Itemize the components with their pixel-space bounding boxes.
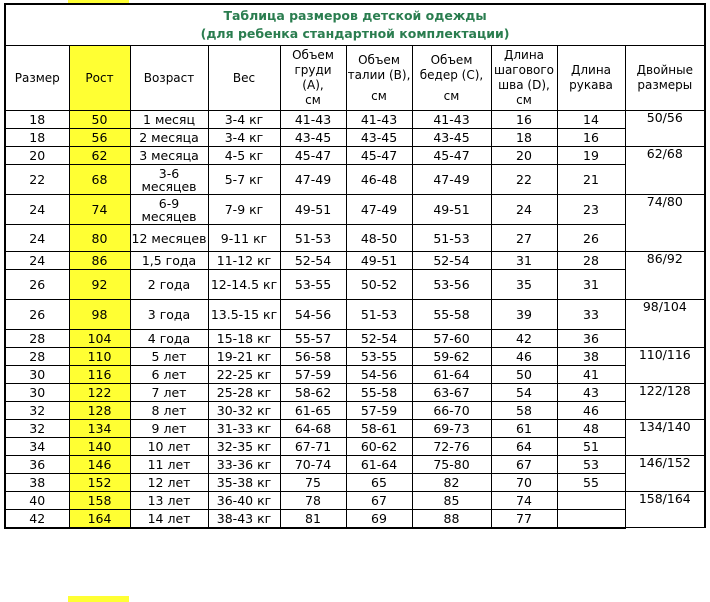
cell-chest: 49-51 <box>280 195 346 225</box>
cell-weight: 19-21 кг <box>208 348 280 366</box>
cell-waist: 54-56 <box>346 366 412 384</box>
cell-dual-size: 50/56 <box>625 111 705 147</box>
cell-inseam: 77 <box>491 510 557 528</box>
cell-height: 50 <box>69 111 130 129</box>
header-waist: Объем талии (В), см <box>346 46 412 111</box>
cell-dual-size: 98/104 <box>625 300 705 348</box>
table-row <box>5 510 705 528</box>
cell-hips: 57-60 <box>412 330 491 348</box>
cell-height: 116 <box>69 366 130 384</box>
cell-weight: 12-14.5 кг <box>208 270 280 300</box>
cell-chest: 52-54 <box>280 252 346 270</box>
cell-hips: 88 <box>412 510 491 528</box>
cell-age: 3 месяца <box>130 147 208 165</box>
table-row <box>5 384 705 402</box>
cell-weight: 11-12 кг <box>208 252 280 270</box>
cell-height: 104 <box>69 330 130 348</box>
cell-hips: 63-67 <box>412 384 491 402</box>
cell-size: 24 <box>5 252 69 270</box>
cell-waist: 55-58 <box>346 384 412 402</box>
cell-hips: 59-62 <box>412 348 491 366</box>
cell-age: 8 лет <box>130 402 208 420</box>
cell-height: 92 <box>69 270 130 300</box>
table-row <box>5 402 705 420</box>
header-inseam: Длина шагового шва (D), см <box>491 46 557 111</box>
cell-age: 3 года <box>130 300 208 330</box>
cell-dual-size: 62/68 <box>625 147 705 195</box>
cell-size: 26 <box>5 270 69 300</box>
cell-chest: 41-43 <box>280 111 346 129</box>
header-hips: Объем бедер (С), см <box>412 46 491 111</box>
cell-waist: 50-52 <box>346 270 412 300</box>
cell-inseam: 46 <box>491 348 557 366</box>
title-line-2: (для ребенка стандартной комплектации) <box>200 26 510 41</box>
cell-waist: 43-45 <box>346 129 412 147</box>
cell-size: 24 <box>5 225 69 252</box>
cell-height: 62 <box>69 147 130 165</box>
cell-size: 20 <box>5 147 69 165</box>
cell-chest: 81 <box>280 510 346 528</box>
cell-inseam: 54 <box>491 384 557 402</box>
cell-sleeve: 46 <box>557 402 625 420</box>
header-dual: Двойные размеры <box>625 46 705 111</box>
cell-height: 146 <box>69 456 130 474</box>
cell-age: 7 лет <box>130 384 208 402</box>
cell-weight: 7-9 кг <box>208 195 280 225</box>
cell-weight: 35-38 кг <box>208 474 280 492</box>
cell-dual-size: 134/140 <box>625 420 705 456</box>
table-row <box>5 300 705 330</box>
table-row <box>5 474 705 492</box>
cell-size: 32 <box>5 402 69 420</box>
cell-sleeve: 38 <box>557 348 625 366</box>
cell-hips: 82 <box>412 474 491 492</box>
cell-age: 11 лет <box>130 456 208 474</box>
cell-sleeve: 26 <box>557 225 625 252</box>
cell-inseam: 58 <box>491 402 557 420</box>
cell-age: 10 лет <box>130 438 208 456</box>
cell-height: 128 <box>69 402 130 420</box>
cell-dual-size: 158/164 <box>625 492 705 528</box>
cell-size: 28 <box>5 348 69 366</box>
cell-inseam: 39 <box>491 300 557 330</box>
cell-weight: 9-11 кг <box>208 225 280 252</box>
cell-height: 110 <box>69 348 130 366</box>
header-weight: Вес <box>208 46 280 111</box>
cell-chest: 58-62 <box>280 384 346 402</box>
table-row <box>5 456 705 474</box>
cell-inseam: 22 <box>491 165 557 195</box>
cell-weight: 31-33 кг <box>208 420 280 438</box>
header-chest: Объем груди (А), см <box>280 46 346 111</box>
cell-age: 14 лет <box>130 510 208 528</box>
cell-age: 2 года <box>130 270 208 300</box>
cell-sleeve: 21 <box>557 165 625 195</box>
cell-size: 18 <box>5 111 69 129</box>
cell-waist: 60-62 <box>346 438 412 456</box>
cell-hips: 85 <box>412 492 491 510</box>
table-row <box>5 492 705 510</box>
cell-waist: 67 <box>346 492 412 510</box>
cell-dual-size: 122/128 <box>625 384 705 420</box>
header-height: Рост <box>69 46 130 111</box>
cell-chest: 45-47 <box>280 147 346 165</box>
cell-waist: 52-54 <box>346 330 412 348</box>
cell-chest: 75 <box>280 474 346 492</box>
table-row <box>5 330 705 348</box>
table-row <box>5 165 705 195</box>
cell-size: 22 <box>5 165 69 195</box>
cell-sleeve: 41 <box>557 366 625 384</box>
cell-age: 4 года <box>130 330 208 348</box>
cell-waist: 65 <box>346 474 412 492</box>
cell-weight: 36-40 кг <box>208 492 280 510</box>
cell-hips: 61-64 <box>412 366 491 384</box>
cell-chest: 43-45 <box>280 129 346 147</box>
cell-waist: 61-64 <box>346 456 412 474</box>
cell-weight: 15-18 кг <box>208 330 280 348</box>
cell-sleeve: 55 <box>557 474 625 492</box>
cell-size: 26 <box>5 300 69 330</box>
cell-chest: 51-53 <box>280 225 346 252</box>
cell-hips: 52-54 <box>412 252 491 270</box>
cell-chest: 61-65 <box>280 402 346 420</box>
cell-inseam: 42 <box>491 330 557 348</box>
table-row <box>5 420 705 438</box>
cell-weight: 5-7 кг <box>208 165 280 195</box>
cell-waist: 46-48 <box>346 165 412 195</box>
cell-weight: 38-43 кг <box>208 510 280 528</box>
cell-chest: 67-71 <box>280 438 346 456</box>
cell-waist: 45-47 <box>346 147 412 165</box>
cell-chest: 64-68 <box>280 420 346 438</box>
title-line-1: Таблица размеров детской одежды <box>223 8 487 23</box>
table-row <box>5 225 705 252</box>
cell-sleeve: 19 <box>557 147 625 165</box>
cell-height: 158 <box>69 492 130 510</box>
cell-inseam: 74 <box>491 492 557 510</box>
cell-hips: 75-80 <box>412 456 491 474</box>
cell-weight: 33-36 кг <box>208 456 280 474</box>
cell-age: 5 лет <box>130 348 208 366</box>
cell-size: 40 <box>5 492 69 510</box>
cell-age: 13 лет <box>130 492 208 510</box>
table-row <box>5 438 705 456</box>
cell-size: 30 <box>5 384 69 402</box>
table-row <box>5 147 705 165</box>
cell-hips: 49-51 <box>412 195 491 225</box>
cell-height: 134 <box>69 420 130 438</box>
cell-hips: 66-70 <box>412 402 491 420</box>
cell-inseam: 67 <box>491 456 557 474</box>
header-age: Возраст <box>130 46 208 111</box>
cell-sleeve <box>557 492 625 510</box>
cell-size: 34 <box>5 438 69 456</box>
cell-age: 6 лет <box>130 366 208 384</box>
header-sleeve: Длина рукава <box>557 46 625 111</box>
table-row <box>5 129 705 147</box>
cell-weight: 13.5-15 кг <box>208 300 280 330</box>
cell-inseam: 50 <box>491 366 557 384</box>
cell-size: 18 <box>5 129 69 147</box>
table-row <box>5 252 705 270</box>
cell-hips: 72-76 <box>412 438 491 456</box>
cell-weight: 25-28 кг <box>208 384 280 402</box>
cell-hips: 53-56 <box>412 270 491 300</box>
cell-sleeve: 14 <box>557 111 625 129</box>
table-row <box>5 111 705 129</box>
cell-waist: 48-50 <box>346 225 412 252</box>
cell-hips: 47-49 <box>412 165 491 195</box>
cell-sleeve: 51 <box>557 438 625 456</box>
cell-chest: 55-57 <box>280 330 346 348</box>
cell-inseam: 31 <box>491 252 557 270</box>
cell-dual-size: 146/152 <box>625 456 705 492</box>
cell-height: 140 <box>69 438 130 456</box>
cell-waist: 58-61 <box>346 420 412 438</box>
cell-age: 3-6 месяцев <box>130 165 208 195</box>
cell-age: 6-9 месяцев <box>130 195 208 225</box>
table-body <box>5 111 705 528</box>
cell-waist: 41-43 <box>346 111 412 129</box>
height-column-bottom-strip <box>68 596 129 602</box>
cell-dual-size: 74/80 <box>625 195 705 252</box>
cell-dual-size: 110/116 <box>625 348 705 384</box>
cell-inseam: 20 <box>491 147 557 165</box>
cell-inseam: 16 <box>491 111 557 129</box>
cell-weight: 22-25 кг <box>208 366 280 384</box>
cell-sleeve: 23 <box>557 195 625 225</box>
cell-inseam: 61 <box>491 420 557 438</box>
cell-chest: 78 <box>280 492 346 510</box>
cell-weight: 30-32 кг <box>208 402 280 420</box>
cell-waist: 69 <box>346 510 412 528</box>
cell-hips: 45-47 <box>412 147 491 165</box>
cell-waist: 49-51 <box>346 252 412 270</box>
cell-sleeve <box>557 510 625 528</box>
cell-chest: 54-56 <box>280 300 346 330</box>
cell-hips: 55-58 <box>412 300 491 330</box>
cell-size: 32 <box>5 420 69 438</box>
cell-waist: 47-49 <box>346 195 412 225</box>
cell-sleeve: 33 <box>557 300 625 330</box>
cell-weight: 3-4 кг <box>208 111 280 129</box>
cell-height: 152 <box>69 474 130 492</box>
cell-weight: 3-4 кг <box>208 129 280 147</box>
cell-chest: 53-55 <box>280 270 346 300</box>
cell-inseam: 24 <box>491 195 557 225</box>
cell-inseam: 70 <box>491 474 557 492</box>
cell-dual-size: 86/92 <box>625 252 705 300</box>
cell-inseam: 18 <box>491 129 557 147</box>
cell-sleeve: 16 <box>557 129 625 147</box>
cell-age: 1,5 года <box>130 252 208 270</box>
cell-size: 30 <box>5 366 69 384</box>
cell-height: 164 <box>69 510 130 528</box>
cell-inseam: 35 <box>491 270 557 300</box>
cell-waist: 51-53 <box>346 300 412 330</box>
cell-height: 86 <box>69 252 130 270</box>
cell-weight: 32-35 кг <box>208 438 280 456</box>
cell-size: 38 <box>5 474 69 492</box>
cell-height: 74 <box>69 195 130 225</box>
cell-sleeve: 36 <box>557 330 625 348</box>
cell-sleeve: 53 <box>557 456 625 474</box>
table-row <box>5 348 705 366</box>
cell-waist: 53-55 <box>346 348 412 366</box>
table-title <box>5 4 705 46</box>
cell-sleeve: 48 <box>557 420 625 438</box>
size-table <box>4 3 706 529</box>
cell-hips: 69-73 <box>412 420 491 438</box>
cell-height: 80 <box>69 225 130 252</box>
cell-size: 36 <box>5 456 69 474</box>
cell-height: 68 <box>69 165 130 195</box>
cell-age: 1 месяц <box>130 111 208 129</box>
cell-age: 9 лет <box>130 420 208 438</box>
cell-sleeve: 31 <box>557 270 625 300</box>
table-row <box>5 270 705 300</box>
cell-age: 12 месяцев <box>130 225 208 252</box>
cell-hips: 41-43 <box>412 111 491 129</box>
header-size: Размер <box>5 46 69 111</box>
cell-weight: 4-5 кг <box>208 147 280 165</box>
table-row <box>5 195 705 225</box>
cell-inseam: 27 <box>491 225 557 252</box>
cell-hips: 43-45 <box>412 129 491 147</box>
cell-hips: 51-53 <box>412 225 491 252</box>
cell-size: 42 <box>5 510 69 528</box>
cell-age: 12 лет <box>130 474 208 492</box>
cell-chest: 70-74 <box>280 456 346 474</box>
cell-chest: 57-59 <box>280 366 346 384</box>
cell-inseam: 64 <box>491 438 557 456</box>
cell-height: 122 <box>69 384 130 402</box>
cell-height: 98 <box>69 300 130 330</box>
cell-sleeve: 28 <box>557 252 625 270</box>
cell-age: 2 месяца <box>130 129 208 147</box>
cell-height: 56 <box>69 129 130 147</box>
cell-waist: 57-59 <box>346 402 412 420</box>
cell-size: 28 <box>5 330 69 348</box>
cell-chest: 47-49 <box>280 165 346 195</box>
table-row <box>5 366 705 384</box>
cell-sleeve: 43 <box>557 384 625 402</box>
cell-size: 24 <box>5 195 69 225</box>
cell-chest: 56-58 <box>280 348 346 366</box>
